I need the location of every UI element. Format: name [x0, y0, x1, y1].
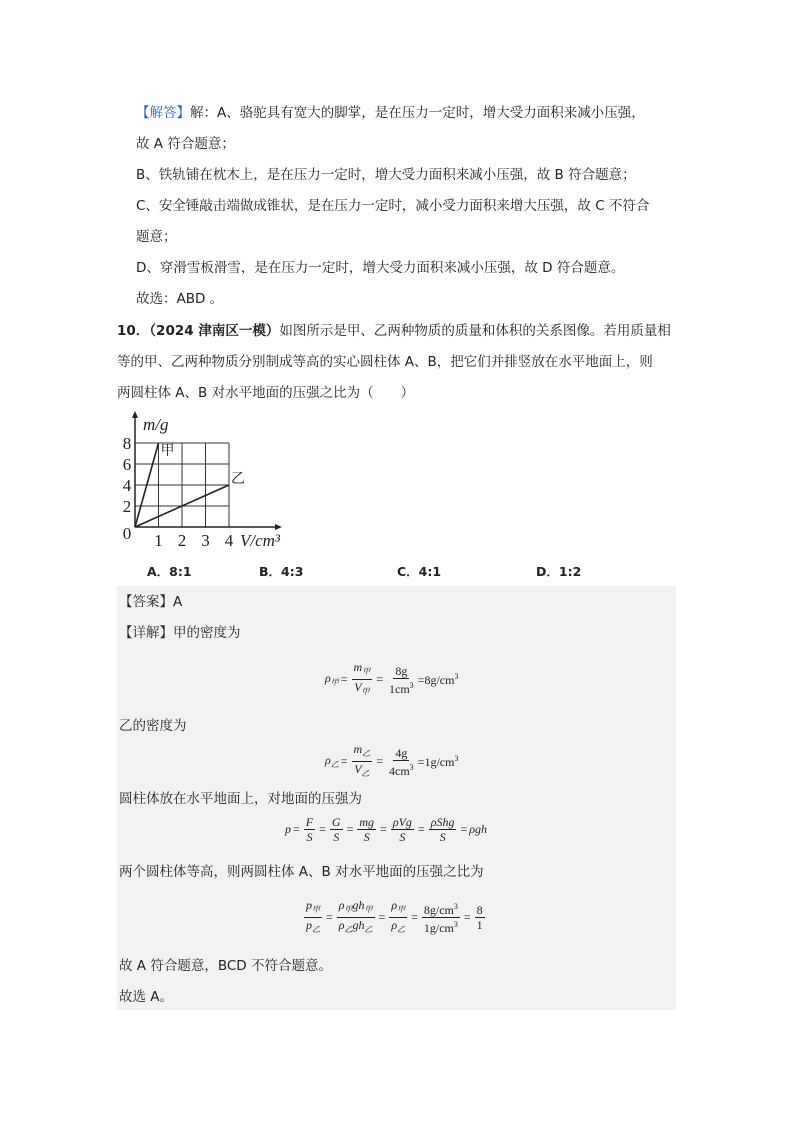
prev-answer-line4: C、安全锤敲击端做成锥状，是在压力一定时，减小受力面积来增大压强，故 C 不符合	[136, 198, 650, 214]
prev-answer-line2: 故 A 符合题意；	[136, 136, 235, 152]
question-source: （2024 津南区一模）	[149, 323, 280, 339]
x-tick-label: 4	[224, 531, 234, 550]
y-axis-label: m/g	[143, 415, 169, 434]
x-tick-label: 3	[201, 531, 210, 550]
question-line2: 等的甲、乙两种物质分别制成等高的实心圆柱体 A、B，把它们并排竖放在水平地面上，则	[117, 354, 653, 370]
mass-volume-chart	[115, 410, 315, 555]
answer-text: 解：A、骆驼具有宽大的脚掌，是在压力一定时，增大受力面积来减小压强，	[190, 105, 645, 121]
final-choice: 故选 A。	[119, 989, 174, 1005]
answer-label: 【答案】A	[119, 594, 183, 610]
prev-answer-line7: 故选：ABD 。	[136, 291, 224, 307]
origin-label: 0	[122, 524, 132, 543]
option-a[interactable]: A．8:1	[147, 564, 192, 579]
option-d[interactable]: D．1:2	[536, 564, 582, 579]
series-label-jia: 甲	[160, 443, 175, 459]
answer-tag: 【解答】	[136, 105, 190, 121]
option-b[interactable]: B．4:3	[259, 564, 304, 579]
yi-density-label: 乙的密度为	[119, 718, 187, 734]
option-c[interactable]: C．4:1	[397, 564, 442, 579]
equation-density-yi: $\rho_乙$ = $\frac{m_乙}{V_乙}$ = $\frac{4g}{4cm^3}$ $=1g/cm^3$	[325, 742, 459, 778]
equation-density-jia: $\rho_甲$ = $\frac{m_甲}{V_甲}$ = $\frac{8g}{1cm^3}$ $=8g/cm^3$	[325, 660, 459, 696]
conclusion: 故 A 符合题意，BCD 不符合题意。	[119, 958, 332, 974]
equation-pressure: p = $\frac{F}{S}$ = $\frac{G}{S}$ = $\frac{mg}{S}$ = $\frac{\text{ρVg}}{S}$ = $\frac{\text{ρShg}}{S}$ = ρgh	[285, 815, 487, 844]
prev-answer-line5: 题意；	[136, 229, 177, 245]
x-axis-arrow	[275, 524, 282, 530]
question-number: 10．	[117, 323, 150, 339]
detail-tag: 【详解】	[119, 625, 173, 641]
x-tick-label: 2	[177, 531, 187, 550]
question-line1	[117, 321, 671, 341]
y-tick-label: 8	[122, 434, 132, 453]
y-tick-label: 4	[122, 476, 132, 495]
detail-line	[119, 623, 241, 643]
prev-answer-line1	[136, 103, 645, 123]
y-axis-arrow	[132, 411, 138, 418]
prev-answer-line6: D、穿滑雪板滑雪，是在压力一定时，增大受力面积来减小压强，故 D 符合题意。	[136, 260, 625, 276]
pressure-intro: 圆柱体放在水平地面上，对地面的压强为	[119, 791, 362, 807]
x-tick-label: 1	[154, 531, 163, 550]
equation-ratio: $\frac{p_甲}{p_乙}$ = $\frac{\rho_甲gh_甲}{\rho_乙gh_乙}$ = $\frac{\rho_甲}{\rho_乙}$ = $\frac{8g/cm^3}{1g/cm^3}$ = $\frac{8}{1}$	[306, 898, 483, 935]
y-tick-label: 2	[122, 497, 132, 516]
x-axis-label: V/cm³	[240, 531, 281, 550]
question-line3: 两圆柱体 A、B 对水平地面的压强之比为（ ）	[117, 385, 415, 401]
ratio-intro: 两个圆柱体等高，则两圆柱体 A、B 对水平地面的压强之比为	[119, 864, 484, 880]
prev-answer-line3: B、铁轨铺在枕木上，是在压力一定时，增大受力面积来减小压强，故 B 符合题意；	[136, 167, 636, 183]
y-tick-label: 6	[122, 455, 132, 474]
series-label-yi: 乙	[231, 471, 245, 487]
question-text: 如图所示是甲、乙两种物质的质量和体积的关系图像。若用质量相	[279, 323, 671, 339]
detail-text: 甲的密度为	[173, 625, 241, 641]
